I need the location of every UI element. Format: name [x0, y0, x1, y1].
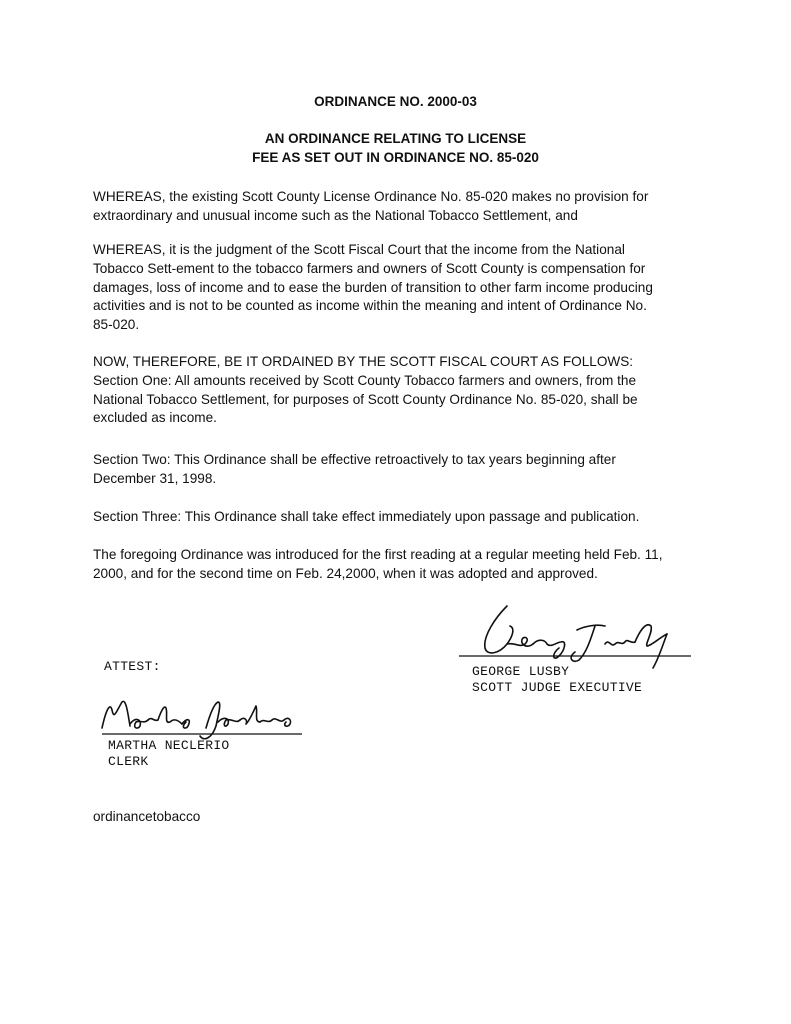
- ordinance-number: ORDINANCE NO. 2000-03: [314, 94, 477, 109]
- ordained-section-one-paragraph: [93, 353, 713, 428]
- clerk-name: MARTHA NECLERIO: [108, 738, 230, 753]
- text-line: Tobacco Sett-ement to the tobacco farmers and owners of Scott County is compensation for: [93, 260, 646, 276]
- text-line: The foregoing Ordinance was introduced for the first reading at a regular meeting held Feb. 11,: [93, 547, 663, 562]
- text-line: National Tobacco Settlement, for purposes of Scott County Ordinance No. 85-020, shall be: [93, 391, 638, 407]
- executive-title: SCOTT JUDGE EXECUTIVE: [472, 680, 643, 695]
- text-line: WHEREAS, it is the judgment of the Scott Fiscal Court that the income from the National: [93, 242, 625, 257]
- text-line: activities and is not to be counted as income within the meaning and intent of Ordinance No.: [93, 298, 647, 314]
- ordinance-title-line-2: FEE AS SET OUT IN ORDINANCE NO. 85-020: [252, 150, 539, 165]
- text-line: Section One: All amounts received by Scott County Tobacco farmers and owners, from the: [93, 372, 637, 388]
- text-line: 2000, and for the second time on Feb. 24,2000, when it was adopted and approved.: [93, 565, 598, 581]
- whereas-paragraph-1: [93, 188, 713, 226]
- text-line: Section Two: This Ordinance shall be effective retroactively to tax years beginning after: [93, 452, 616, 467]
- attest-label: ATTEST:: [104, 659, 161, 674]
- text-line: damages, loss of income and to ease the burden of transition to other farm income producing: [93, 279, 653, 295]
- ordinance-title-line-1: AN ORDINANCE RELATING TO LICENSE: [264, 131, 527, 146]
- text-line: Section Three: This Ordinance shall take effect immediately upon passage and publication.: [93, 509, 640, 524]
- text-line: excluded as income.: [93, 410, 217, 426]
- section-three-paragraph: [93, 508, 713, 527]
- executive-name: GEORGE LUSBY: [472, 664, 570, 679]
- text-line: WHEREAS, the existing Scott County License Ordinance No. 85-020 makes no provision for: [93, 189, 649, 204]
- text-line: December 31, 1998.: [93, 470, 217, 486]
- text-line: NOW, THEREFORE, BE IT ORDAINED BY THE SCOTT FISCAL COURT AS FOLLOWS:: [93, 354, 634, 369]
- adoption-paragraph: [93, 546, 713, 584]
- footer-file-label: ordinancetobacco: [93, 809, 201, 824]
- whereas-paragraph-2: [93, 241, 713, 335]
- text-line: 85-020.: [93, 317, 140, 333]
- text-line: extraordinary and unusual income such as the National Tobacco Settlement, and: [93, 207, 578, 223]
- clerk-title: CLERK: [108, 754, 149, 769]
- executive-signature: [455, 598, 695, 673]
- section-two-paragraph: [93, 451, 713, 489]
